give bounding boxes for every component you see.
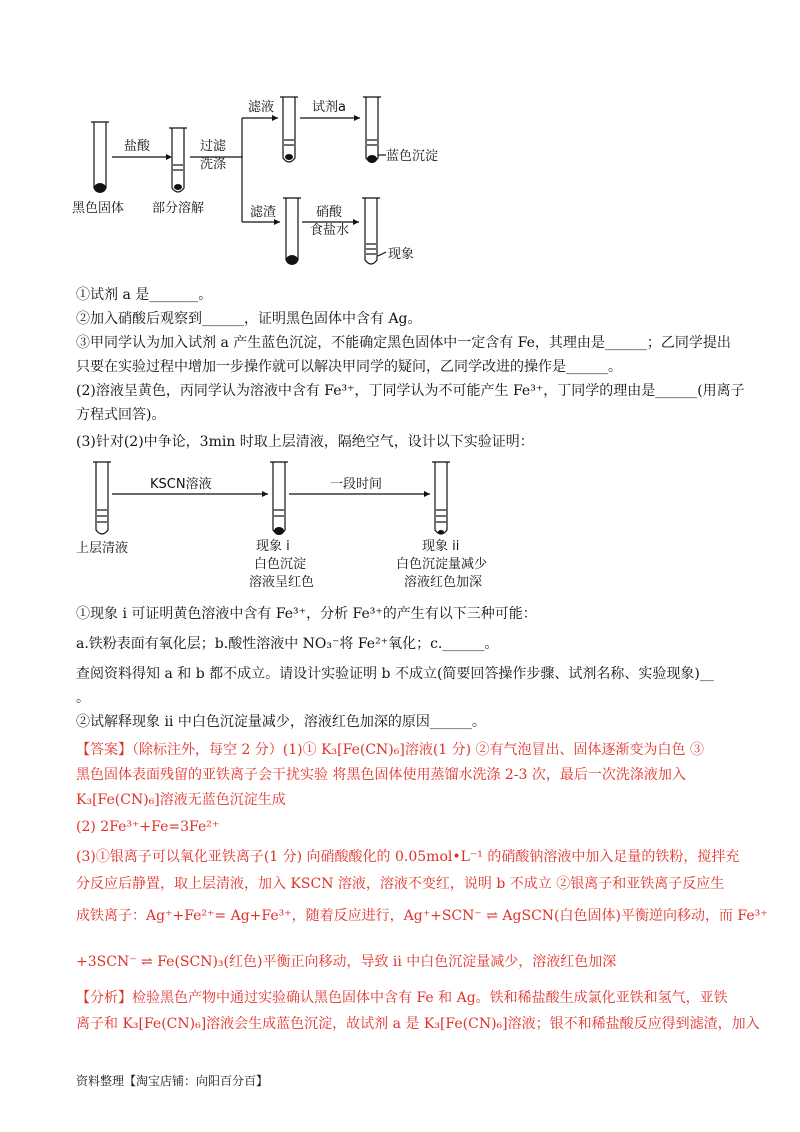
answer-line: 成铁离子：Ag⁺+Fe²⁺= Ag+Fe³⁺，随着反应进行，Ag⁺+SCN⁻ ⇌ AgSCN(白色固体)平衡逆向移动，而 Fe³⁺ <box>76 908 768 924</box>
label-phenomenon: 现象 <box>388 247 415 262</box>
question-line: ①现象 i 可证明黄色溶液中含有 Fe³⁺，分析 Fe³⁺的产生有以下三种可能： <box>76 606 537 622</box>
label-white-less: 白色沉淀量减少 <box>396 557 488 572</box>
answer-line: (3)①银离子可以氧化亚铁离子(1 分) 向硝酸酸化的 0.05mol•L⁻¹ 的硝酸钠溶液中加入足量的铁粉，搅拌充 <box>76 849 740 865</box>
test-tube-phenomenon-i <box>273 462 285 534</box>
question-line: 查阅资料得知 a 和 b 都不成立。请设计实验证明 b 不成立(简要回答操作步骤、试剂名称、实验现象)__ <box>76 666 714 682</box>
question-line: (3)针对(2)中争论，3min 时取上层清液，隔绝空气，设计以下实验证明： <box>76 434 534 450</box>
label-red-deeper: 溶液红色加深 <box>404 575 483 590</box>
question-line: 方程式回答)。 <box>76 407 166 423</box>
label-phenomenon-i: 现象 i <box>256 539 290 554</box>
footer-source: 资料整理【淘宝店铺：向阳百分百】 <box>76 1074 269 1088</box>
label-residue: 滤渣 <box>250 205 277 220</box>
label-filtrate: 滤液 <box>248 100 275 115</box>
question-line: (2)溶液呈黄色，丙同学认为溶液中含有 Fe³⁺，丁同学认为不可能产生 Fe³⁺，丁同学的理由是______(用离子 <box>76 383 745 399</box>
label-phenomenon-ii: 现象 ii <box>422 539 460 554</box>
question-line: 。 <box>76 690 90 706</box>
answer-line: 【答案】（除标注外，每空 2 分）(1)① K₃[Fe(CN)₆]溶液(1 分) ②有气泡冒出、固体逐渐变为白色 ③ <box>76 742 704 758</box>
label-red-solution: 溶液呈红色 <box>249 575 315 590</box>
label-upper-clear: 上层清液 <box>76 541 129 556</box>
answer-line: 黑色固体表面残留的亚铁离子会干扰实验 将黑色固体使用蒸馏水洗涤 2-3 次，最后一次洗涤液加入 <box>76 767 686 783</box>
label-reagent-a: 试剂a <box>312 100 346 115</box>
question-line: 只要在实验过程中增加一步操作就可以解决甲同学的疑问，乙同学改进的操作是______。 <box>76 359 622 375</box>
answer-line: K₃[Fe(CN)₆]溶液无蓝色沉淀生成 <box>76 792 286 808</box>
label-blue-precip: 蓝色沉淀 <box>386 149 439 164</box>
question-line: ③甲同学认为加入试剂 a 产生蓝色沉淀，不能确定黑色固体中一定含有 Fe，其理由是______；乙同学提出 <box>76 335 731 351</box>
answer-line: (2) 2Fe³⁺+Fe=3Fe²⁺ <box>76 819 220 835</box>
label-saltwater: 食盐水 <box>310 223 350 238</box>
label-wash: 洗涤 <box>200 157 227 172</box>
test-tube-upper-clear <box>96 462 108 534</box>
label-black-solid: 黑色固体 <box>72 201 125 216</box>
label-period: 一段时间 <box>330 477 383 492</box>
question-line: ①试剂 a 是_______。 <box>76 287 213 303</box>
label-partial-dissolve: 部分溶解 <box>152 201 205 216</box>
question-line: a.铁粉表面有氧化层；b.酸性溶液中 NO₃⁻将 Fe²⁺氧化；c.______。 <box>76 636 499 652</box>
label-hcl: 盐酸 <box>124 139 151 154</box>
label-white-precip: 白色沉淀 <box>254 557 307 572</box>
question-line: ②加入硝酸后观察到______，证明黑色固体中含有 Ag。 <box>76 311 422 327</box>
answer-line: 分反应后静置，取上层清液，加入 KSCN 溶液，溶液不变红，说明 b 不成立 ②银离子和亚铁离子反应生 <box>76 876 725 892</box>
label-kscn: KSCN溶液 <box>150 477 212 492</box>
answer-line: +3SCN⁻ ⇌ Fe(SCN)₃(红色)平衡正向移动，导致 ii 中白色沉淀量减少，溶液红色加深 <box>76 954 617 970</box>
question-line: ②试解释现象 ii 中白色沉淀量减少，溶液红色加深的原因______。 <box>76 714 486 730</box>
analysis-line: 离子和 K₃[Fe(CN)₆]溶液会生成蓝色沉淀，故试剂 a 是 K₃[Fe(CN)₆]溶液；银不和稀盐酸反应得到滤渣，加入 <box>76 1016 760 1032</box>
label-filter: 过滤 <box>200 139 227 154</box>
analysis-line: 【分析】检验黑色产物中通过实验确认黑色固体中含有 Fe 和 Ag。铁和稀盐酸生成氯化亚铁和氢气，亚铁 <box>76 990 728 1006</box>
label-nitric: 硝酸 <box>316 205 343 220</box>
test-tube-phenomenon-ii <box>435 462 447 534</box>
